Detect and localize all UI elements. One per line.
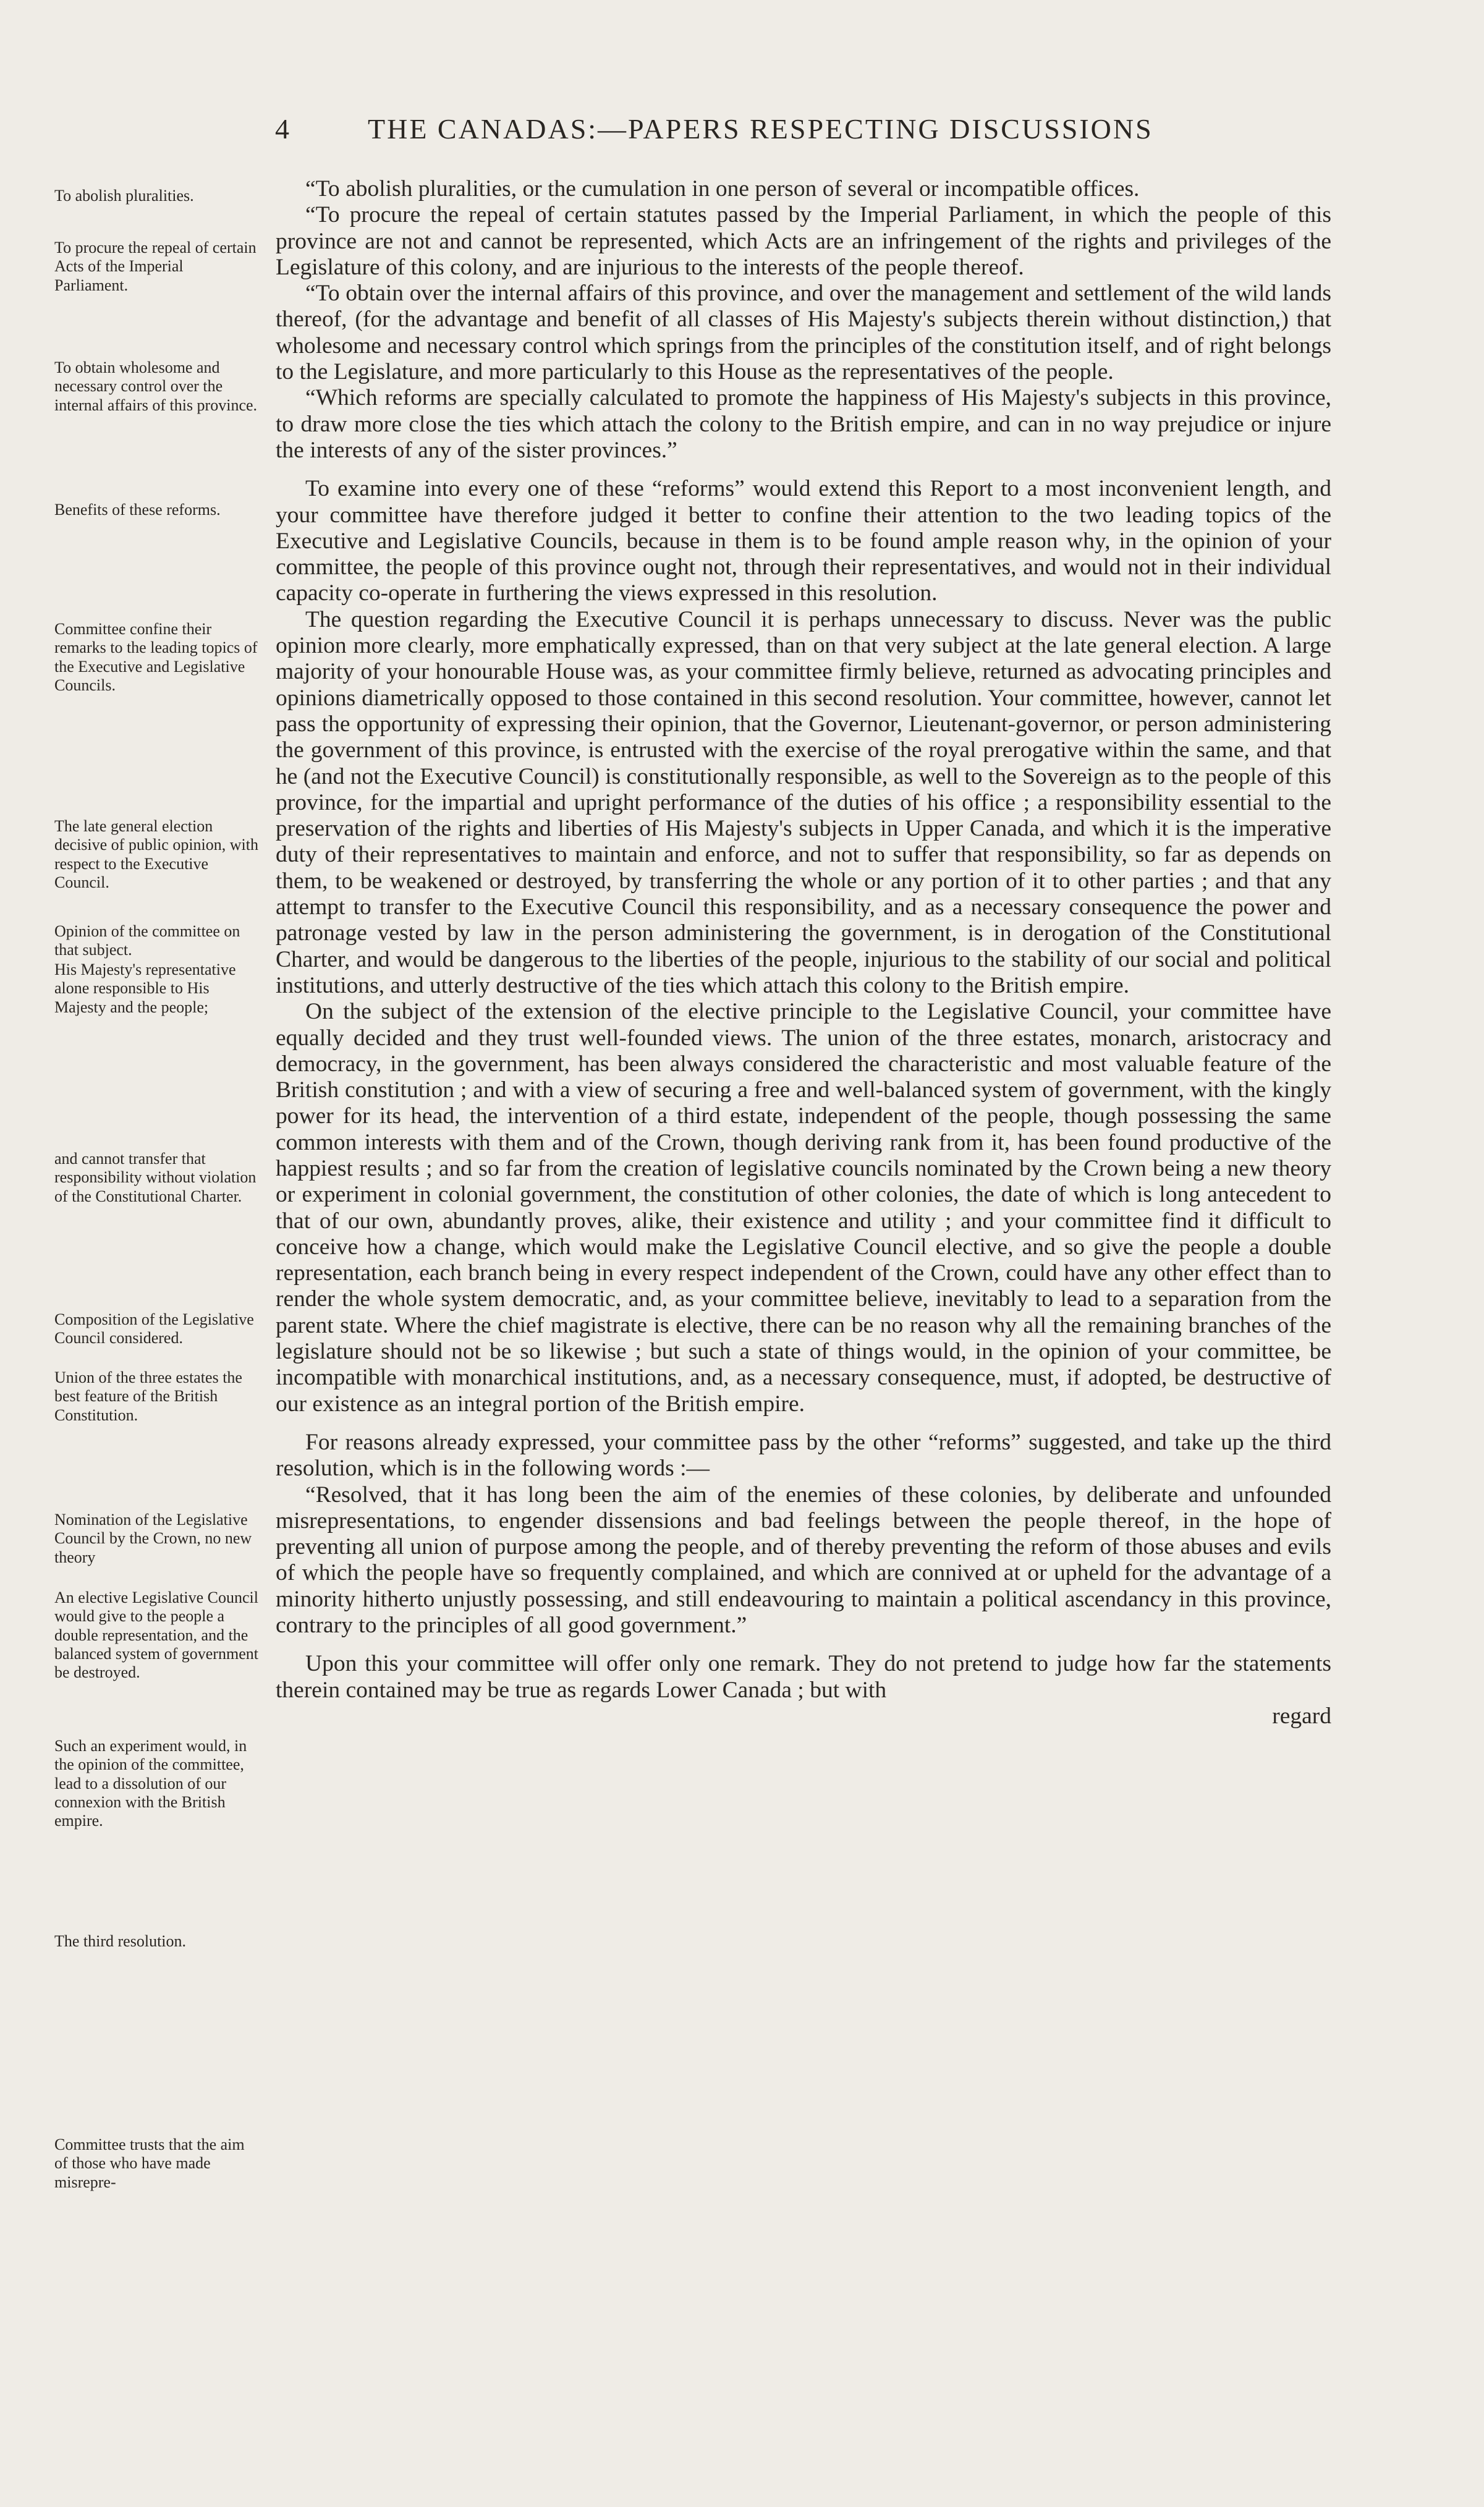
paragraph: “Which reforms are specially calculated to promote the happiness of His Majesty's subjects in this province, to draw more close the ties which attach the colony to the British empire, and can in no way prejudice or injure the interests of any of the sister provinces.” [276,385,1331,463]
running-title: THE CANADAS:—PAPERS RESPECTING DISCUSSIONS [368,113,1153,145]
paragraph: On the subject of the extension of the elective principle to the Legislative Council, your committee have equally decided and they trust well-founded views. The union of the three estates, monarch, aristocracy and democracy, in the government, has been always considered the characteristic and most valuable feature of the British constitution ; and with a view of securing a free and well-balanced system of government, with the kingly power for its head, the intervention of a third estate, independent of the people, though possessing the same common interests with them and of the Crown, though deriving rank from it, has been found productive of the happiest results ; and so far from the creation of legislative councils nominated by the Crown being a new theory or experiment in colonial government, the constitution of other colonies, the date of which is long antecedent to that of our own, abundantly proves, alike, their existence and utility ; and your committee find it difficult to conceive how a change, which would make the Legislative Council elective, and so give the people a double representation, each branch being in every respect independent of the Crown, could have any other effect than to render the whole system democratic, and, as your committee believe, inevitably to lead to a separation from the parent state. Where the chief magistrate is elective, there can be no reason why all the remaining branches of the legislature should not be so likewise ; but such a state of things would, in the opinion of your committee, be incompatible with monarchical institutions, and, as a necessary consequence, must, if adopted, be destructive of our existence as an integral portion of the British empire. [276,999,1331,1417]
paragraph: “To abolish pluralities, or the cumulation in one person of several or incompatible offices. [305,176,1140,201]
paragraph: “To obtain over the internal affairs of this province, and over the management and settlement of the wild lands thereof, (for the advantage and benefit of all classes of His Majesty's subjects therein without distinction,) that wholesome and necessary control which springs from the principles of the constitution itself, and of right belongs to the Legislature, and more particularly to this House as the representatives of the people. [276,281,1331,385]
page-number: 4 [275,113,291,145]
margin-note: His Majesty's representative alone responsible to His Majesty and the people; [54,961,236,1016]
paragraph: “To procure the repeal of certain statutes passed by the Imperial Parliament, in which the people of this province are not and cannot be represented, which Acts are an infringement of the rights and privileges of the Legislature of this colony, and are injurious to the interests of the people thereof. [276,202,1331,280]
margin-note: and cannot transfer that responsibility without violation of the Constitutional Charter. [54,1150,257,1205]
margin-note: To procure the repeal of certain Acts of the Imperial Parliament. [54,239,257,294]
margin-note: Opinion of the committee on that subject. [54,922,240,959]
margin-note: To obtain wholesome and necessary control over the internal affairs of this province. [54,358,258,414]
body-text [276,176,1331,1729]
margin-note: The third resolution. [54,1932,187,1950]
running-header [275,112,1326,145]
margin-note: Committee trusts that the aim of those who have made misrepre- [54,2136,245,2191]
margin-note: An elective Legislative Council would give to the people a double representation, and the balanced system of government be destroyed. [54,1589,258,1682]
margin-note: The late general election decisive of public opinion, with respect to the Executive Council. [54,817,259,891]
paragraph: To examine into every one of these “reforms” would extend this Report to a most inconvenient length, and your committee have therefore judged it better to confine their attention to the two leading topics of the Executive and Legislative Councils, because in them is to be found ample reason why, in the opinion of your committee, the people of this province ought not, through their representatives, and would not in their individual capacity co-operate in furthering the views expressed in this resolution. [276,476,1331,606]
paragraph: “Resolved, that it has long been the aim of the enemies of these colonies, by deliberate and unfounded misrepresentations, to engender dissensions and bad feelings between the people thereof, in the hope of preventing all union of purpose among the people, and of thereby preventing the reform of those abuses and evils of which the people have so frequently complained, and which are connived at or upheld for the advantage of a minority hitherto unjustly possessing, and still endeavouring to maintain a political ascendancy in this province, contrary to the principles of all good government.” [276,1482,1331,1639]
margin-note: Nomination of the Legislative Council by the Crown, no new theory [54,1511,252,1566]
paragraph: The question regarding the Executive Council it is perhaps unnecessary to discuss. Never was the public opinion more clearly, more emphatically expressed, than on that very subject at the late general election. A large majority of your honourable House was, as your committee firmly believe, returned as advocating principles and opinions diametrically opposed to those contained in this second resolution. Your committee, however, cannot let pass the opportunity of expressing their opinion, that the Governor, Lieutenant-governor, or person administering the government of this province, is entrusted with the exercise of the royal prerogative within the same, and that he (and not the Executive Council) is constitutionally responsible, as well to the Sovereign as to the people of this province, for the impartial and upright performance of the duties of his office ; a responsibility essential to the preservation of the rights and liberties of His Majesty's subjects in Upper Canada, and which it is the imperative duty of their representatives to maintain and enforce, and not to suffer that responsibility, so far as depends on them, to be weakened or destroyed, by transferring the whole or any portion of it to other parties ; and that any attempt to transfer to the Executive Council this responsibility, and as a necessary consequence the power and patronage vested by law in the person administering the government, is in derogation of the Constitutional Charter, and would be dangerous to the liberties of the people, injurious to the stability of our social and political institutions, and utterly destructive of the ties which attach this colony to the British empire. [276,606,1331,998]
margin-note: Union of the three estates the best feature of the British Constitution. [54,1368,242,1424]
margin-note: Composition of the Legislative Council considered. [54,1310,254,1347]
paragraph: For reasons already expressed, your committee pass by the other “reforms” suggested, and take up the third resolution, which is in the following words :— [276,1429,1331,1482]
paragraph: Upon this your committee will offer only one remark. They do not pretend to judge how far the statements therein contained may be true as regards Lower Canada ; but with [276,1651,1331,1703]
margin-note: Committee confine their remarks to the leading topics of the Executive and Legislative Councils. [54,620,258,694]
margin-note: To abolish pluralities. [54,187,194,205]
margin-note: Benefits of these reforms. [54,501,221,519]
margin-note: Such an experiment would, in the opinion of the committee, lead to a dissolution of our connexion with the British empire. [54,1737,247,1830]
catchword: regard [1272,1703,1331,1729]
